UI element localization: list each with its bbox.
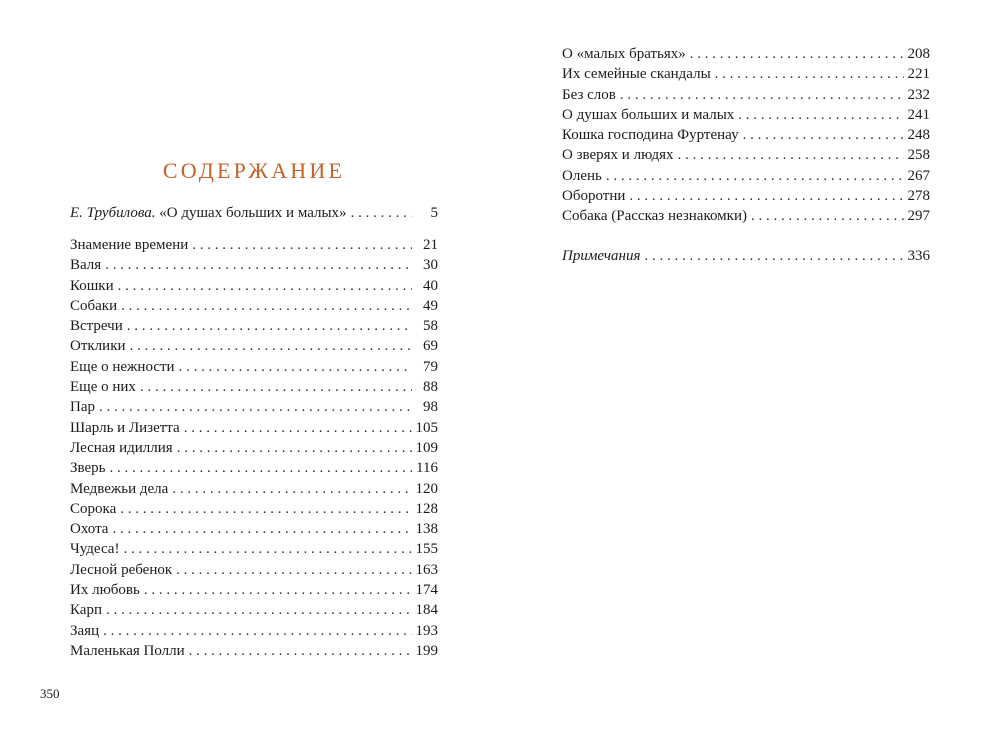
toc-entry[interactable] — [562, 206, 930, 226]
toc-intro — [70, 203, 438, 223]
entry-title: Охота — [70, 521, 109, 538]
toc-entry[interactable] — [70, 255, 438, 275]
toc-entry-notes[interactable] — [562, 246, 930, 266]
entry-page: 221 — [907, 66, 930, 83]
entry-page: 116 — [416, 460, 438, 477]
dot-leader — [103, 621, 411, 641]
toc-entry[interactable] — [70, 357, 438, 377]
dot-leader — [123, 539, 411, 559]
entry-title: Отклики — [70, 338, 126, 355]
entry-page: 155 — [415, 541, 438, 558]
toc-notes — [562, 246, 930, 266]
toc-entry[interactable] — [70, 276, 438, 296]
entry-title: Еще о нежности — [70, 358, 175, 375]
toc-entry[interactable] — [70, 458, 438, 478]
toc-entry-intro[interactable] — [70, 203, 438, 223]
toc-entry[interactable] — [562, 44, 930, 64]
right-page — [500, 0, 1000, 731]
entry-title: Пар — [70, 399, 95, 416]
entry-title: Собака (Рассказ незнакомки) — [562, 208, 747, 225]
entry-title: Кошки — [70, 277, 114, 294]
entry-page: 5 — [430, 205, 438, 221]
entry-title: Оборотни — [562, 188, 626, 205]
entry-page: 267 — [907, 167, 930, 184]
entry-title: О душах больших и малых — [562, 106, 735, 123]
entry-intro-title: «О душах больших и малых» — [159, 205, 347, 221]
entry-page: 163 — [415, 561, 438, 578]
entry-title: Зверь — [70, 460, 106, 477]
entry-title: Заяц — [70, 622, 100, 639]
entry-page: 109 — [415, 439, 438, 456]
toc-entry[interactable] — [562, 166, 930, 186]
dot-leader — [738, 105, 903, 125]
toc-entry[interactable] — [70, 580, 438, 600]
entry-page: 248 — [907, 127, 930, 144]
entry-page: 49 — [423, 297, 438, 314]
entry-title: Еще о них — [70, 379, 136, 396]
entry-page: 241 — [907, 106, 930, 123]
entry-title: Знамение времени — [70, 237, 189, 253]
entry-page: 258 — [907, 147, 930, 164]
entry-title: Встречи — [70, 318, 123, 335]
dot-leader — [620, 85, 904, 105]
entry-page: 138 — [415, 521, 438, 538]
toc-entry[interactable] — [562, 125, 930, 145]
entry-page: 174 — [415, 582, 438, 599]
entry-title: О «малых братьях» — [562, 46, 686, 62]
entry-page: 336 — [907, 248, 930, 264]
toc-entry[interactable] — [562, 186, 930, 206]
toc-entry[interactable] — [562, 105, 930, 125]
entry-title: Олень — [562, 167, 602, 184]
toc-heading: СОДЕРЖАНИЕ — [162, 158, 346, 183]
dot-leader — [106, 600, 412, 620]
dot-leader — [112, 519, 411, 539]
dot-leader — [120, 499, 411, 519]
dot-leader — [176, 560, 411, 580]
entry-title: Без слов — [562, 86, 616, 103]
dot-leader — [715, 64, 904, 84]
toc-entry[interactable] — [70, 600, 438, 620]
entry-page: 297 — [907, 208, 930, 225]
entry-page: 21 — [423, 237, 438, 253]
toc-list-right — [562, 44, 930, 227]
dot-leader — [110, 458, 412, 478]
dot-leader — [743, 125, 904, 145]
entry-title: Сорока — [70, 500, 117, 517]
entry-title: О зверях и людях — [562, 147, 674, 164]
toc-entry[interactable] — [70, 418, 438, 438]
dot-leader — [751, 206, 904, 226]
dot-leader — [130, 336, 412, 356]
entry-title: Лесной ребенок — [70, 561, 173, 578]
toc-entry[interactable] — [70, 621, 438, 641]
dot-leader — [184, 418, 412, 438]
dot-leader — [172, 479, 411, 499]
toc-entry[interactable] — [70, 479, 438, 499]
entry-page: 193 — [415, 622, 438, 639]
entry-author: Е. Трубилова. — [70, 205, 156, 221]
dot-leader — [118, 276, 412, 296]
entry-title: Собаки — [70, 297, 118, 314]
entry-page: 105 — [415, 419, 438, 436]
toc-list-left — [70, 235, 438, 661]
entry-page: 199 — [415, 642, 438, 659]
toc-entry[interactable] — [562, 145, 930, 165]
entry-title: Их семейные скандалы — [562, 66, 711, 83]
entry-page: 79 — [423, 358, 438, 375]
toc-entry[interactable] — [70, 377, 438, 397]
entry-page: 40 — [423, 277, 438, 294]
entry-title: Лесная идиллия — [70, 439, 173, 456]
dot-leader — [690, 44, 904, 64]
entry-page: 128 — [415, 500, 438, 517]
toc-entry[interactable] — [562, 85, 930, 105]
toc-entry[interactable] — [70, 296, 438, 316]
entry-title: Их любовь — [70, 582, 140, 599]
toc-entry[interactable] — [70, 641, 438, 661]
entry-page: 69 — [423, 338, 438, 355]
toc-entry[interactable] — [70, 499, 438, 519]
entry-title: Чудеса! — [70, 541, 120, 558]
dot-leader — [105, 255, 412, 275]
entry-title: Кошка господина Фуртенау — [562, 127, 739, 144]
dot-leader — [121, 296, 412, 316]
entry-title — [70, 203, 347, 223]
entry-page: 58 — [423, 318, 438, 335]
page-number: 350 — [40, 686, 60, 701]
entry-page: 184 — [415, 602, 438, 619]
entry-title: Шарль и Лизетта — [70, 419, 180, 436]
toc-entry[interactable] — [70, 397, 438, 417]
entry-page: 88 — [423, 379, 438, 396]
entry-title: Примечания — [562, 248, 641, 264]
dot-leader — [606, 166, 904, 186]
dot-leader — [644, 246, 903, 266]
entry-page: 208 — [907, 46, 930, 62]
entry-title: Карп — [70, 602, 102, 619]
dot-leader — [99, 397, 412, 417]
toc-entry[interactable] — [70, 235, 438, 255]
dot-leader — [678, 145, 904, 165]
toc-entry[interactable] — [70, 519, 438, 539]
toc-entry[interactable] — [70, 539, 438, 559]
dot-leader — [189, 641, 412, 661]
entry-page: 98 — [423, 399, 438, 416]
toc-entry[interactable] — [70, 438, 438, 458]
dot-leader — [177, 438, 412, 458]
entry-title: Медвежьи дела — [70, 480, 169, 497]
dot-leader — [629, 186, 903, 206]
entry-title: Маленькая Полли — [70, 642, 185, 659]
dot-leader — [127, 316, 412, 336]
dot-leader — [140, 377, 412, 397]
toc-entry[interactable] — [70, 560, 438, 580]
toc-entry[interactable] — [70, 336, 438, 356]
entry-page: 120 — [415, 480, 438, 497]
entry-page: 30 — [423, 257, 438, 274]
dot-leader — [144, 580, 412, 600]
dot-leader — [179, 357, 412, 377]
entry-title: Валя — [70, 257, 102, 274]
toc-entry[interactable] — [70, 316, 438, 336]
toc-entry[interactable] — [562, 64, 930, 84]
entry-page: 278 — [907, 188, 930, 205]
dot-leader — [351, 203, 412, 223]
entry-page: 232 — [907, 86, 930, 103]
dot-leader — [192, 235, 412, 255]
